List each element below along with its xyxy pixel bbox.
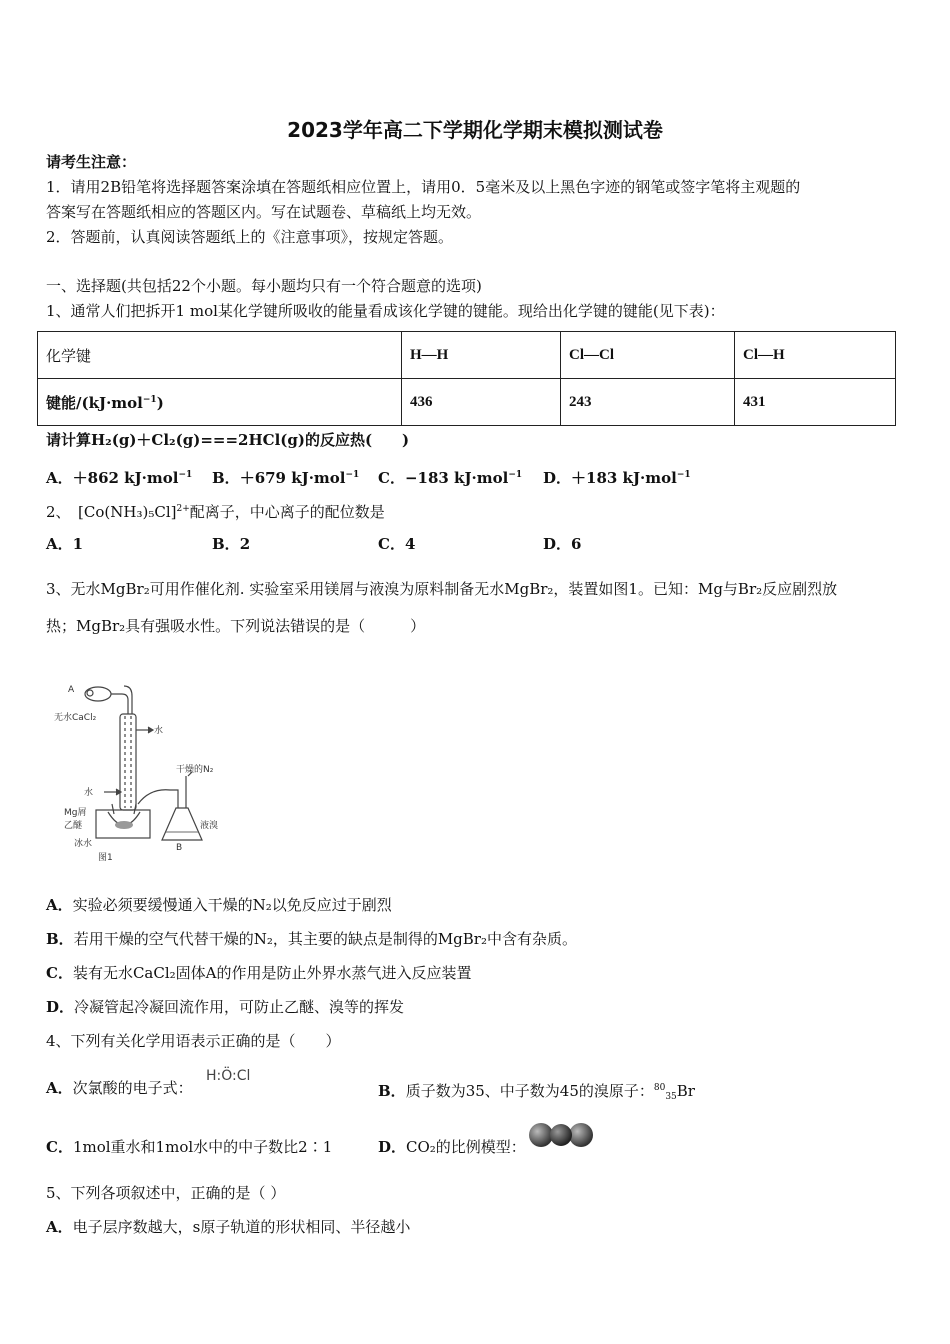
bond-energy-table bbox=[37, 331, 896, 426]
oxygen-atom bbox=[569, 1123, 593, 1147]
condenser bbox=[120, 714, 136, 810]
label-b: B bbox=[176, 843, 183, 853]
table-cell: Cl—H bbox=[735, 332, 896, 379]
q2-option-d[interactable]: D．6 bbox=[543, 535, 582, 553]
q3-option-b[interactable]: B．若用干燥的空气代替干燥的N₂，其主要的缺点是制得的MgBr₂中含有杂质。 bbox=[46, 930, 577, 948]
q5-option-a[interactable]: A．电子层序数越大，s原子轨道的形状相同、半径越小 bbox=[46, 1218, 411, 1236]
q1-option-b[interactable]: B．＋679 kJ·mol$^{-1}$ bbox=[212, 469, 360, 487]
q4-stem: 4、下列有关化学用语表示正确的是（ ） bbox=[46, 1032, 341, 1050]
q3-option-c[interactable]: C．装有无水CaCl₂固体A的作用是防止外界水蒸气进入反应装置 bbox=[46, 964, 472, 982]
q1-option-c[interactable]: C．−183 kJ·mol$^{-1}$ bbox=[378, 469, 523, 487]
q4-option-a[interactable]: A．次氯酸的电子式： bbox=[46, 1079, 193, 1097]
label-cacl2: 无水CaCl₂ bbox=[54, 713, 97, 723]
conical-flask-b bbox=[162, 808, 202, 840]
carbon-atom bbox=[550, 1124, 572, 1146]
apparatus-figure bbox=[50, 680, 235, 865]
drying-tube-connector bbox=[111, 694, 128, 714]
q1-stem: 1、通常人们把拆开1 mol某化学键所吸收的能量看成该化学键的键能。现给出化学键的键能(见下表)： bbox=[46, 302, 725, 320]
table-cell: 431 bbox=[735, 379, 896, 426]
q1-ask: 请计算H₂(g)＋Cl₂(g)===2HCl(g)的反应热( ) bbox=[46, 431, 410, 449]
q1-option-d[interactable]: D．＋183 kJ·mol$^{-1}$ bbox=[543, 469, 691, 487]
q2-option-c[interactable]: C．4 bbox=[378, 535, 416, 553]
q2-option-b[interactable]: B．2 bbox=[212, 535, 251, 553]
connecting-tube bbox=[138, 790, 178, 808]
drying-tube-a bbox=[85, 687, 111, 701]
oxygen-atom bbox=[529, 1123, 553, 1147]
notice-line-1b: 答案写在答题纸相应的答题区内。写在试题卷、草稿纸上均无效。 bbox=[46, 203, 482, 221]
table-cell: 436 bbox=[402, 379, 561, 426]
q4-option-b[interactable]: B．质子数为35、中子数为45的溴原子：$^{80}_{35}$Br bbox=[378, 1082, 695, 1102]
label-water-in: 水 bbox=[84, 788, 94, 798]
notice-line-2: 2．答题前，认真阅读答题纸上的《注意事项》，按规定答题。 bbox=[46, 228, 454, 246]
q2-option-a[interactable]: A．1 bbox=[46, 535, 84, 553]
label-ether: 乙醚 bbox=[64, 821, 83, 831]
table-cell: 键能/(kJ·mol$^{-1}$) bbox=[38, 379, 402, 426]
hclo-electron-formula: H:Ö:Cl bbox=[206, 1068, 251, 1084]
label-dry-n2: 干燥的N₂ bbox=[176, 765, 214, 775]
drying-tube-a-bulb bbox=[87, 690, 93, 696]
co2-space-filling-model bbox=[528, 1120, 594, 1150]
q3-stem-line-1: 3、无水MgBr₂可用作催化剂. 实验室采用镁屑与液溴为原料制备无水MgBr₂，装置如图1。已知：Mg与Br₂反应剧烈放 bbox=[46, 580, 838, 598]
q5-stem: 5、下列各项叙述中，正确的是（ ） bbox=[46, 1184, 286, 1202]
table-cell: Cl—Cl bbox=[561, 332, 735, 379]
q1-option-a[interactable]: A．＋862 kJ·mol$^{-1}$ bbox=[46, 469, 193, 487]
q2-stem: 2、 $[Co(NH_3)_5Cl]^{2+}$配离子，中心离子的配位数是 bbox=[46, 503, 385, 521]
table-cell: 243 bbox=[561, 379, 735, 426]
label-water-out: 水 bbox=[154, 726, 164, 736]
q3-option-d[interactable]: D．冷凝管起冷凝回流作用，可防止乙醚、溴等的挥发 bbox=[46, 998, 405, 1016]
q4-option-c[interactable]: C．1mol重水和1mol水中的中子数比2∶1 bbox=[46, 1138, 333, 1156]
table-header-row bbox=[38, 332, 896, 379]
notice-heading: 请考生注意： bbox=[46, 153, 137, 171]
label-ice-water: 冰水 bbox=[74, 839, 93, 849]
section-heading: 一、选择题(共包括22个小题。每小题均只有一个符合题意的选项) bbox=[46, 277, 482, 295]
label-mg: Mg屑 bbox=[64, 808, 87, 818]
table-cell: H—H bbox=[402, 332, 561, 379]
q4-option-d[interactable]: D．CO₂的比例模型： bbox=[378, 1138, 526, 1156]
notice-line-1: 1．请用2B铅笔将选择题答案涂填在答题纸相应位置上，请用0．5毫米及以上黑色字迹的钢笔或签字笔将主观题的 bbox=[46, 178, 801, 196]
table-row bbox=[38, 379, 896, 426]
label-a: A bbox=[68, 685, 75, 695]
page-title: 2023学年高二下学期化学期末模拟测试卷 bbox=[287, 118, 663, 142]
figure-caption: 图1 bbox=[98, 853, 113, 863]
q3-stem-line-2: 热；MgBr₂具有强吸水性。下列说法错误的是（ ） bbox=[46, 617, 426, 635]
table-cell: 化学键 bbox=[38, 332, 402, 379]
q3-option-a[interactable]: A．实验必须要缓慢通入干燥的N₂以免反应过于剧烈 bbox=[46, 896, 392, 914]
label-bromine: 液溴 bbox=[200, 821, 219, 831]
